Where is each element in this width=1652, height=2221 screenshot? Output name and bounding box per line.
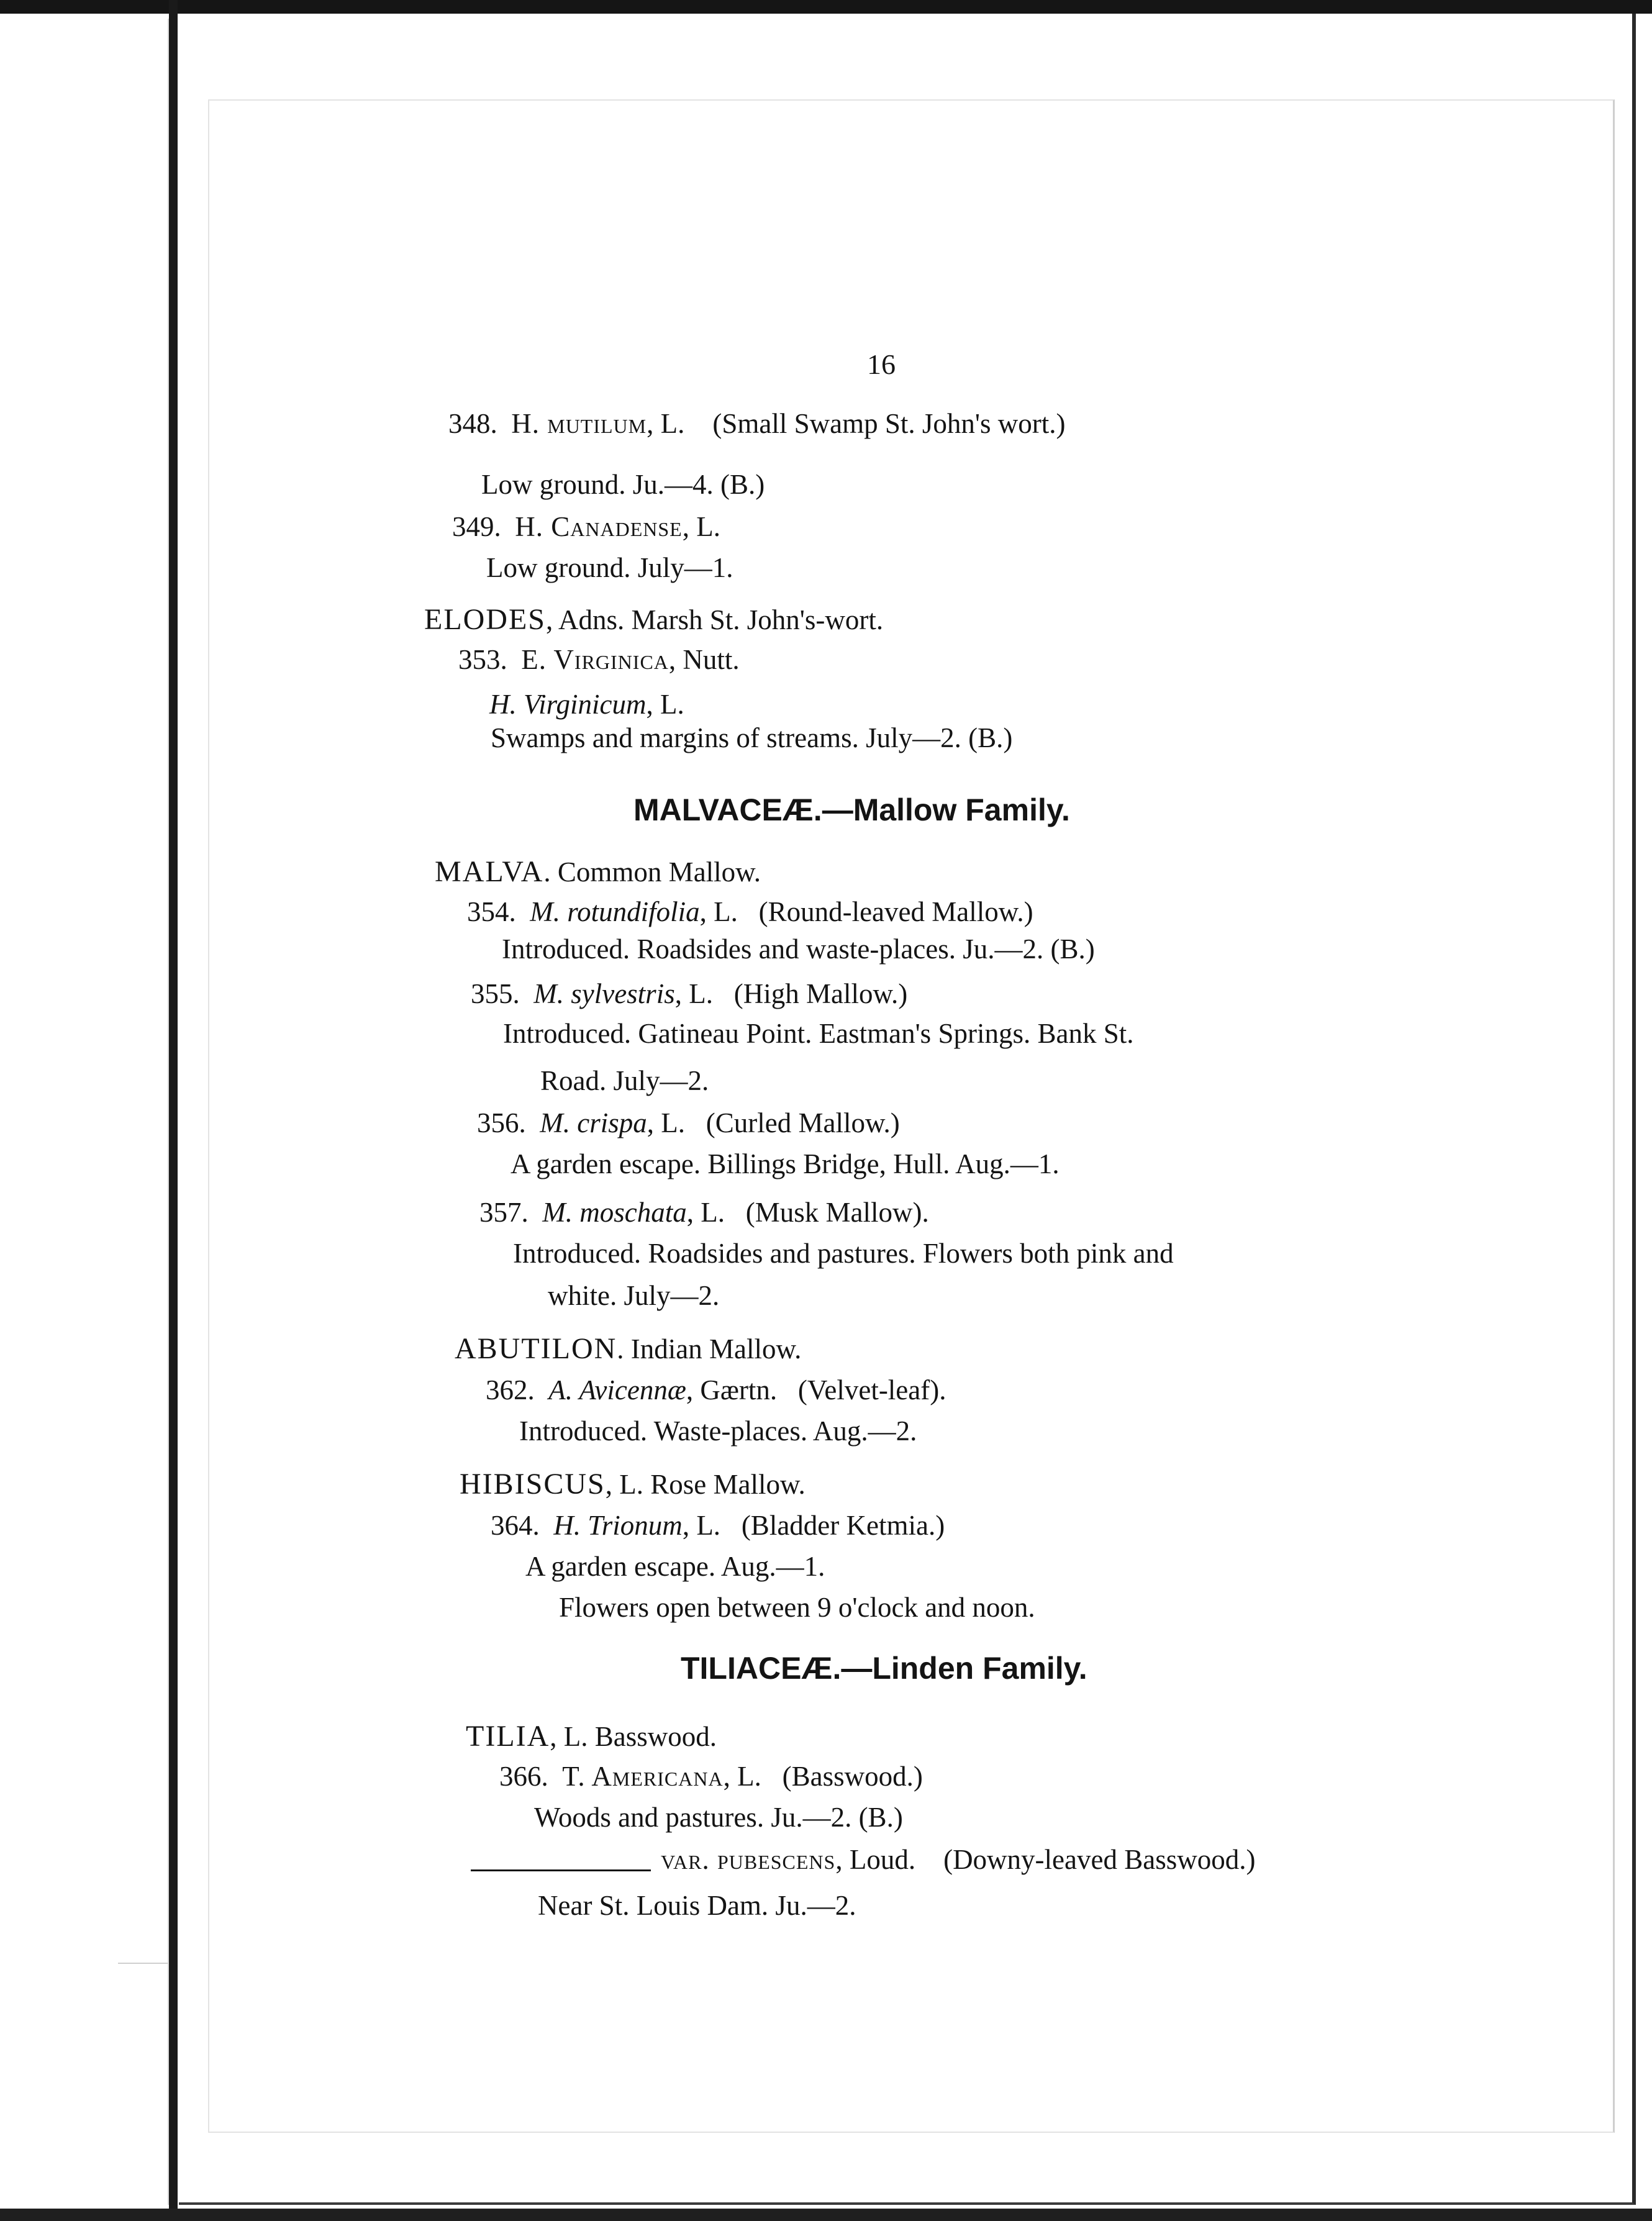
common-name: (Basswood.) bbox=[782, 1761, 923, 1792]
entry-353-habitat: Swamps and margins of streams. July—2. (B.) bbox=[491, 722, 1013, 753]
synonym-authority: , L. bbox=[646, 689, 684, 720]
species-name: H. Canadense bbox=[515, 511, 683, 542]
species-authority: , L. bbox=[682, 511, 720, 542]
species-authority: , Gærtn. bbox=[686, 1374, 778, 1406]
entry-364-note: Flowers open between 9 o'clock and noon. bbox=[559, 1592, 1035, 1623]
species-authority: , L. bbox=[686, 1197, 725, 1228]
family-common-name: .—Mallow Family. bbox=[813, 793, 1070, 827]
common-name: (Small Swamp St. John's wort.) bbox=[712, 408, 1066, 439]
genus-hibiscus bbox=[460, 1467, 806, 1502]
species-authority: , Nutt. bbox=[668, 644, 740, 675]
species-authority: , L. bbox=[682, 1510, 721, 1541]
common-name: (Round-leaved Mallow.) bbox=[758, 896, 1033, 927]
species-authority: , L. bbox=[723, 1761, 761, 1792]
entry-349-habitat: Low ground. July—1. bbox=[486, 552, 733, 583]
entry-356-habitat: A garden escape. Billings Bridge, Hull. Aug.—1. bbox=[511, 1148, 1060, 1179]
entry-number: 362. bbox=[486, 1374, 535, 1406]
genus-abutilon bbox=[455, 1332, 801, 1366]
species-name: A. Avicennæ bbox=[548, 1374, 686, 1406]
species-authority: , L. bbox=[699, 896, 738, 927]
facing-page-fold bbox=[118, 1963, 168, 1964]
genus-name: ABUTILON bbox=[455, 1332, 617, 1365]
species-authority: , L. bbox=[647, 1107, 685, 1138]
entry-number: 355. bbox=[471, 978, 520, 1009]
genus-malva bbox=[435, 855, 761, 889]
family-name: MALVACEÆ bbox=[633, 793, 814, 827]
genus-name: TILIA bbox=[466, 1720, 550, 1753]
entry-364-habitat: A garden escape. Aug.—1. bbox=[525, 1551, 825, 1582]
genus-name: HIBISCUS bbox=[460, 1468, 606, 1501]
entry-number: 357. bbox=[479, 1197, 529, 1228]
genus-elodes bbox=[424, 602, 883, 637]
entry-number: 366. bbox=[499, 1761, 548, 1792]
common-name: (High Mallow.) bbox=[733, 978, 908, 1009]
entry-number: 349. bbox=[452, 511, 501, 542]
entry-357 bbox=[479, 1195, 929, 1230]
entry-366 bbox=[499, 1759, 923, 1794]
species-name: M. sylvestris bbox=[533, 978, 675, 1009]
entry-356 bbox=[477, 1106, 900, 1140]
variety-authority: , Loud. bbox=[835, 1844, 916, 1875]
genus-detail: , L. Basswood. bbox=[550, 1721, 717, 1752]
family-name: TILIACEÆ bbox=[681, 1651, 833, 1686]
common-name: (Curled Mallow.) bbox=[706, 1107, 900, 1138]
facing-page-edge bbox=[0, 19, 169, 2205]
family-heading-malvaceae bbox=[633, 793, 1070, 827]
ditto-rule bbox=[471, 1869, 651, 1871]
entry-355-habitat: Introduced. Gatineau Point. Eastman's Springs. Bank St. bbox=[503, 1018, 1134, 1049]
genus-detail: , L. Rose Mallow. bbox=[605, 1469, 806, 1500]
scan-border-top bbox=[0, 0, 1652, 14]
species-name: E. Virginica bbox=[521, 644, 669, 675]
entry-number: 354. bbox=[467, 896, 516, 927]
common-name: (Musk Mallow). bbox=[745, 1197, 929, 1228]
entry-362-habitat: Introduced. Waste-places. Aug.—2. bbox=[519, 1415, 917, 1447]
entry-353-synonym bbox=[489, 687, 684, 722]
page-number: 16 bbox=[867, 348, 896, 380]
genus-name: MALVA bbox=[435, 855, 544, 888]
entry-357-habitat-cont: white. July—2. bbox=[548, 1280, 720, 1311]
entry-349 bbox=[452, 509, 720, 544]
synonym-name: H. Virginicum bbox=[489, 689, 647, 720]
entry-348 bbox=[448, 406, 1066, 441]
genus-detail: , Adns. Marsh St. John's-wort. bbox=[545, 604, 884, 635]
species-name: M. crispa bbox=[540, 1107, 647, 1138]
entry-355-habitat-cont: Road. July—2. bbox=[540, 1065, 709, 1096]
scan-border-left bbox=[169, 0, 178, 2221]
entry-355 bbox=[471, 976, 907, 1011]
scan-border-bottom bbox=[0, 2209, 1652, 2221]
entry-354 bbox=[467, 894, 1033, 929]
variety-name: var. pubescens bbox=[661, 1844, 836, 1875]
entry-number: 364. bbox=[491, 1510, 540, 1541]
family-common-name: .—Linden Family. bbox=[832, 1651, 1087, 1686]
entry-362 bbox=[486, 1373, 946, 1407]
entry-357-habitat: Introduced. Roadsides and pastures. Flowers both pink and bbox=[513, 1238, 1174, 1269]
entry-number: 348. bbox=[448, 408, 497, 439]
entry-354-habitat: Introduced. Roadsides and waste-places. Ju.—2. (B.) bbox=[502, 933, 1095, 965]
species-name: H. mutilum bbox=[511, 408, 647, 439]
common-name: (Downy-leaved Basswood.) bbox=[943, 1844, 1256, 1875]
entry-366-variety-habitat: Near St. Louis Dam. Ju.—2. bbox=[538, 1890, 856, 1921]
entry-number: 356. bbox=[477, 1107, 526, 1138]
entry-348-habitat: Low ground. Ju.—4. (B.) bbox=[481, 469, 765, 500]
genus-name: ELODES bbox=[424, 603, 546, 636]
common-name: (Velvet-leaf). bbox=[797, 1374, 946, 1406]
species-authority: , L. bbox=[647, 408, 685, 439]
entry-366-habitat: Woods and pastures. Ju.—2. (B.) bbox=[534, 1802, 903, 1833]
family-heading-tiliaceae bbox=[681, 1651, 1087, 1686]
genus-detail: . Indian Mallow. bbox=[617, 1333, 802, 1365]
species-name: M. moschata bbox=[542, 1197, 687, 1228]
species-name: M. rotundifolia bbox=[530, 896, 700, 927]
entry-364 bbox=[491, 1508, 945, 1543]
genus-detail: . Common Mallow. bbox=[543, 856, 761, 888]
page-inner-frame bbox=[208, 99, 1615, 2133]
common-name: (Bladder Ketmia.) bbox=[741, 1510, 945, 1541]
species-name: H. Trionum bbox=[553, 1510, 683, 1541]
genus-tilia bbox=[466, 1719, 717, 1754]
entry-number: 353. bbox=[458, 644, 507, 675]
entry-353 bbox=[458, 642, 740, 677]
entry-366-variety bbox=[661, 1842, 1255, 1877]
species-authority: , L. bbox=[674, 978, 713, 1009]
species-name: T. Americana bbox=[562, 1761, 724, 1792]
